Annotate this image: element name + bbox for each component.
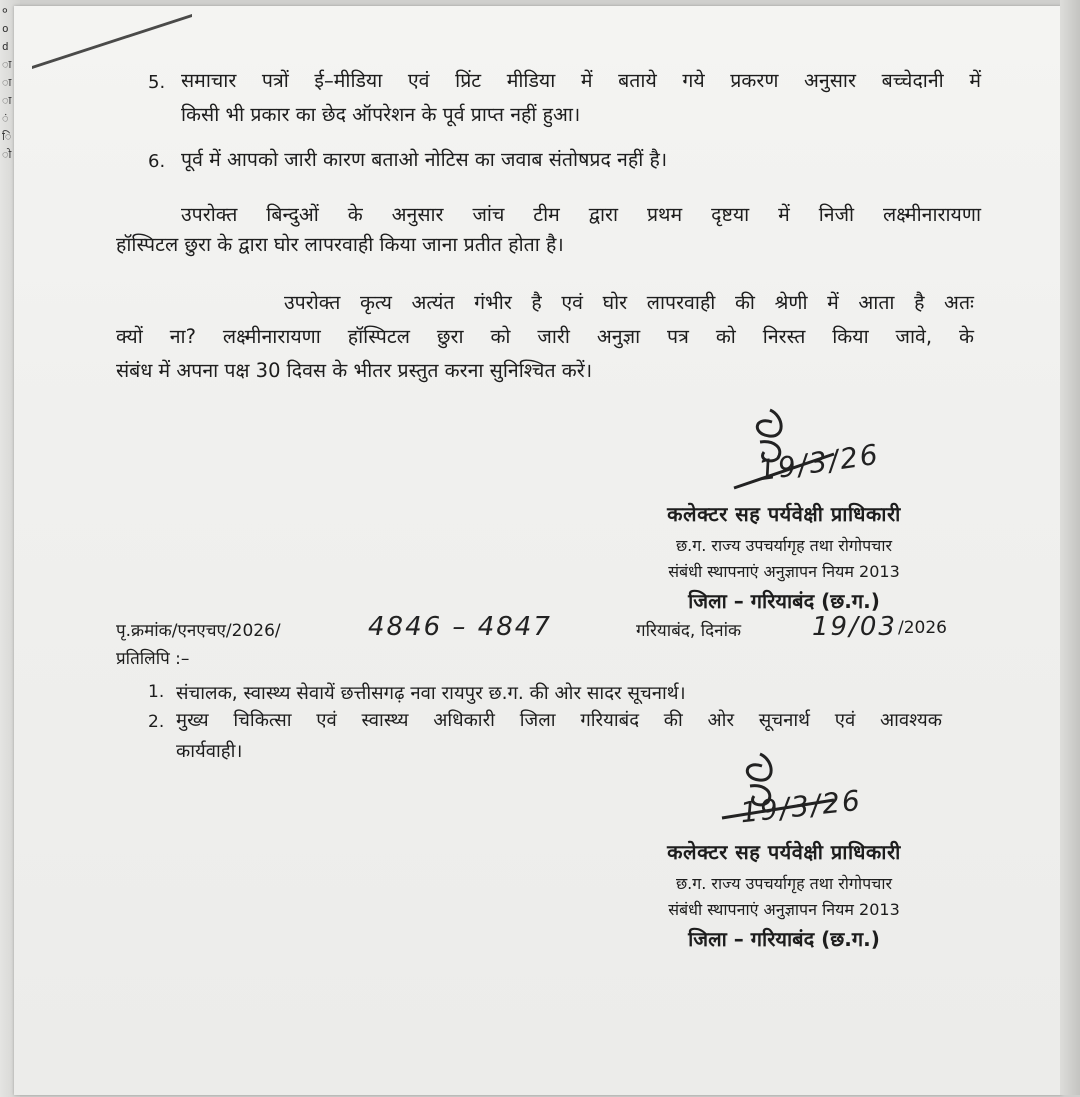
authority-line1: छ.ग. राज्य उपचर्यागृह तथा रोगोपचार	[675, 874, 893, 893]
point-number: 6.	[148, 151, 166, 172]
reference-prefix: पृ.क्रमांक/एनएचए/2026/	[116, 621, 281, 641]
page-right-edge	[1060, 0, 1080, 1095]
copy-item-number: 2.	[148, 712, 165, 732]
copy-item-1-line1: संचालक, स्वास्थ्य सेवायें छत्तीसगढ़ नवा रायपुर छ.ग. की ओर सादर सूचनार्थ।	[176, 683, 686, 704]
reference-number-handwritten: 4846 – 4847	[368, 612, 552, 642]
copy-item-2-line1: मुख्य चिकित्सा एवं स्वास्थ्य अधिकारी जिला गरियाबंद की ओर सूचनार्थ एवं आवश्यक	[176, 710, 942, 731]
edge-char: d	[2, 40, 9, 53]
authority-title: कलेक्टर सह पर्यवेक्षी प्राधिकारी	[667, 502, 901, 526]
authority-line2: संबंधी स्थापनाएं अनुज्ञापन नियम 2013	[668, 900, 900, 919]
copy-heading: प्रतिलिपि :–	[116, 649, 190, 669]
copy-item-2-line2: कार्यवाही।	[176, 741, 243, 762]
point-6-line1: पूर्व में आपको जारी कारण बताओ नोटिस का जवाब संतोषप्रद नहीं है।	[181, 148, 668, 171]
edge-char: ो	[2, 148, 12, 161]
edge-char: ०	[2, 4, 8, 17]
copy-item-number: 1.	[148, 682, 165, 702]
edge-char: ा	[2, 94, 12, 107]
page-fold-mark	[32, 0, 192, 69]
authority-block-2	[614, 838, 954, 952]
date-handwritten: 19/03	[812, 612, 897, 642]
edge-char: ि	[2, 130, 12, 143]
point-5-line2: किसी भी प्रकार का छेद ऑपरेशन के पूर्व प्राप्त नहीं हुआ।	[181, 103, 581, 126]
para2-line1: उपरोक्त कृत्य अत्यंत गंभीर है एवं घोर लापरवाही की श्रेणी में आता है अतः	[284, 291, 974, 314]
place-date-label: गरियाबंद, दिनांक	[636, 621, 742, 641]
date-year: /2026	[898, 618, 947, 638]
authority-title: कलेक्टर सह पर्यवेक्षी प्राधिकारी	[667, 840, 901, 864]
authority-line1: छ.ग. राज्य उपचर्यागृह तथा रोगोपचार	[675, 536, 893, 555]
signature-1-date: 19/3/26	[756, 437, 882, 488]
edge-char: ं	[2, 112, 9, 125]
para2-line2: क्यों ना? लक्ष्मीनारायणा हॉस्पिटल छुरा को जारी अनुज्ञा पत्र को निरस्त किया जावे, के	[116, 325, 974, 348]
point-5-line1: समाचार पत्रों ई–मीडिया एवं प्रिंट मीडिया में बताये गये प्रकरण अनुसार बच्चेदानी में	[181, 69, 981, 92]
para2-line3: संबंध में अपना पक्ष 30 दिवस के भीतर प्रस्तुत करना सुनिश्चित करें।	[116, 359, 593, 382]
authority-district: जिला – गरियाबंद (छ.ग.)	[688, 927, 880, 951]
document-page	[14, 6, 1062, 1095]
edge-char: ा	[2, 58, 12, 71]
point-number: 5.	[148, 72, 166, 93]
authority-district: जिला – गरियाबंद (छ.ग.)	[688, 589, 880, 613]
authority-block-1	[614, 500, 954, 614]
edge-char: ा	[2, 76, 12, 89]
edge-char: o	[2, 22, 9, 35]
para1-line1: उपरोक्त बिन्दुओं के अनुसार जांच टीम द्वारा प्रथम दृष्टया में निजी लक्ष्मीनारायणा	[181, 203, 981, 226]
authority-line2: संबंधी स्थापनाएं अनुज्ञापन नियम 2013	[668, 562, 900, 581]
para1-line2: हॉस्पिटल छुरा के द्वारा घोर लापरवाही किया जाना प्रतीत होता है।	[116, 233, 564, 256]
signature-2-date: 19/3/26	[738, 783, 864, 830]
